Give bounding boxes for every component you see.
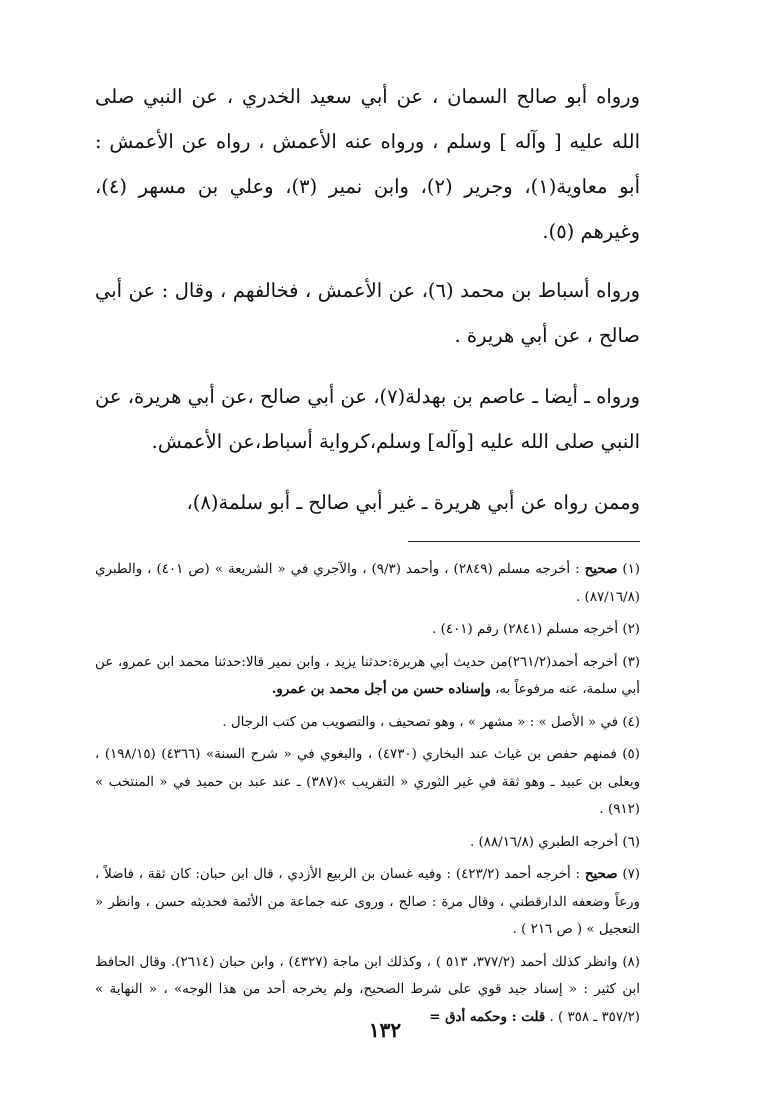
footnote-number: (٢)	[622, 622, 640, 637]
footnote-text: أخرجه مسلم (٢٨٤١) رقم (٤٠١) .	[432, 622, 619, 637]
footnote-text: في « الأصل » : « مشهر » ، وهو تصحيف ، والتصويب من كتب الرجال .	[222, 714, 619, 730]
footnote-bold-tail: قلت : وحكمه أدق =	[429, 1008, 546, 1025]
footnote-2	[95, 616, 640, 644]
page-number: ١٣٢	[368, 1018, 402, 1042]
footnote-number: (١)	[622, 562, 640, 577]
footnote-7	[95, 861, 640, 944]
footnote-5	[95, 741, 640, 824]
footnote-number: (٥)	[622, 747, 640, 762]
body-paragraph-2: ورواه أسباط بن محمد (٦)، عن الأعمش ، فخالفهم ، وقال : عن أبي صالح ، عن أبي هريرة .	[95, 279, 640, 347]
body-paragraph-1: ورواه أبو صالح السمان ، عن أبي سعيد الخدري ، عن النبي صلى الله عليه [ وآله ] وسلم ، ورواه عنه الأعمش ، رواه عن الأعمش : أبو معاوية(١)، وجرير (٢)، وابن نمير (٣)، وعلي بن مسهر (٤)، وغيرهم (٥).	[95, 85, 640, 243]
footnote-number: (٤)	[622, 714, 640, 730]
footnote-number: (٣)	[622, 654, 640, 670]
footnote-number: (٧)	[622, 867, 641, 882]
footnote-text: فمنهم حفص بن غياث عند البخاري (٤٧٣٠) ، والبغوي في « شرح السنة» (٤٣٦٦) (١٩٨/١٥) ، ويعلى بن عبيد ـ وهو ثقة في غير الثوري « التقريب »(٣٨٧) ـ عند عبد بن حميد في « المنتخب » (٩١٢) .	[95, 747, 641, 817]
body-paragraph-4: وممن رواه عن أبي هريرة ـ غير أبي صالح ـ أبو سلمة(٨)،	[186, 491, 640, 514]
footnote-bold-tail: وإسناده حسن من أجل محمد بن عمرو.	[271, 681, 491, 697]
footnotes	[95, 556, 640, 1031]
footnote-divider	[408, 541, 640, 542]
footnote-3	[95, 649, 640, 704]
footnote-6	[95, 829, 640, 857]
book-page	[95, 74, 640, 1036]
footnote-text: : أخرجه مسلم (٢٨٤٩) ، وأحمد (٩/٣) ، والآجري في « الشريعة » (ص ٤٠١) ، والطبري (٨٧/١٦/٨) .	[95, 562, 640, 605]
footnote-1	[95, 556, 640, 611]
footnote-text: وانظر كذلك أحمد (٣٧٧/٢، ٥١٣ ) ، وكذلك ابن ماجة (٤٣٢٧) ، وابن حبان (٢٦١٤). وقال الحافظ ابن كثير : « إسناد جيد قوي على شرط الصحيح، ولم يخرجه أحد من هذا الوجه» ، « النهاية » (٣٥٧/٢ ـ ٣٥٨ ) .	[95, 954, 640, 1025]
footnote-grade: صحيح	[584, 866, 618, 882]
footnote-number: (٦)	[622, 834, 640, 850]
body-paragraph-3: ورواه ـ أيضا ـ عاصم بن بهدلة(٧)، عن أبي صالح ،عن أبي هريرة، عن النبي صلى الله عليه [وآله] وسلم،كرواية أسباط،عن الأعمش.	[95, 385, 640, 453]
footnote-text: أخرجه أحمد(٢٦١/٢)من حديث أبي هريرة:حدثنا يزيد ، وابن نمير قالا:حدثنا محمد ابن عمرو، عن أبي سلمة، عنه مرفوعاً به،	[95, 654, 640, 697]
footnote-grade: صحيح	[584, 561, 618, 577]
footnote-text: أخرجه الطبري (٨٨/١٦/٨) .	[470, 834, 619, 850]
footnote-text: : أخرجه أحمد (٤٢٣/٢) : وفيه غسان بن الربيع الأزدي ، قال ابن حبان: كان ثقة ، فاضلاً ، ورعاً وضعفه الدارقطني ، وقال مرة : صالح ، وروى عنه جماعة من الأئمة فحديثه حسن ، وانظر « التعجيل » ( ص ٢١٦ ) .	[95, 867, 640, 937]
footnote-number: (٨)	[622, 954, 640, 970]
footnote-4	[95, 709, 640, 737]
